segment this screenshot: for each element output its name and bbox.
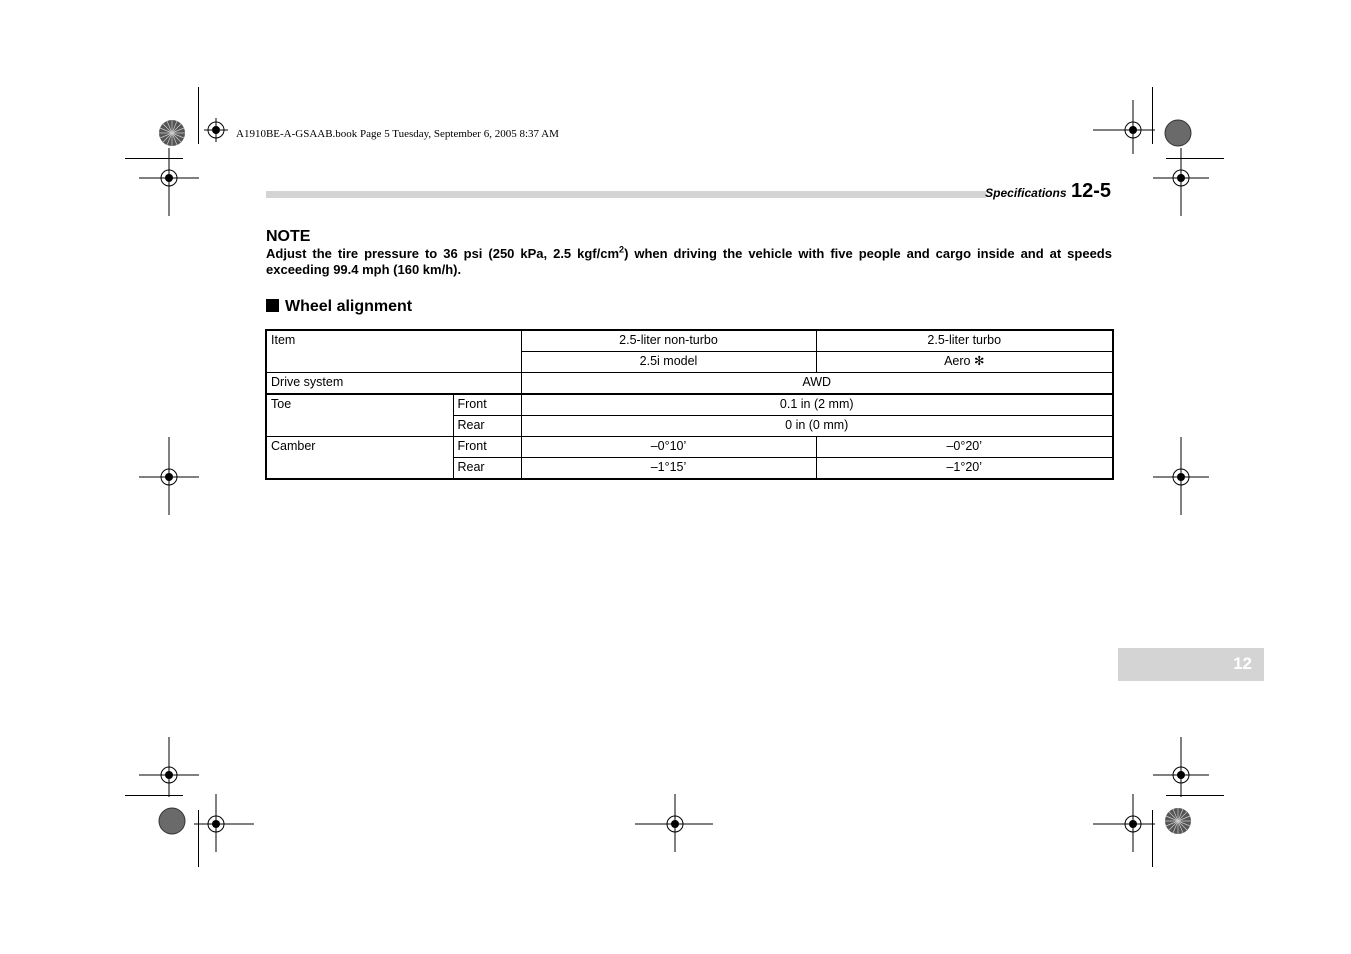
table-cell: Front	[453, 437, 521, 458]
table-cell: –1°20’	[816, 458, 1113, 480]
registration-mark-icon	[157, 465, 181, 489]
table-cell: –1°15’	[521, 458, 816, 480]
star-target-icon	[158, 119, 186, 147]
table-cell: Camber	[266, 437, 453, 480]
note-superscript: 2	[619, 244, 625, 255]
note-body	[266, 246, 1112, 278]
registration-mark-icon	[663, 812, 687, 836]
running-header	[985, 180, 1111, 203]
registration-mark-icon	[1169, 763, 1193, 787]
table-row	[266, 437, 1113, 458]
section-heading-text: Wheel alignment	[285, 298, 413, 315]
print-info: A1910BE-A-GSAAB.book Page 5 Tuesday, September 6, 2005 8:37 AM	[236, 128, 559, 140]
star-target-icon	[1164, 807, 1192, 835]
table-row	[266, 373, 1113, 395]
header-bar	[266, 191, 986, 198]
registration-mark-icon	[204, 118, 228, 142]
chapter-tab	[1118, 648, 1264, 681]
table-row	[266, 394, 1113, 416]
registration-mark-icon	[1121, 812, 1145, 836]
table-cell: –0°10’	[521, 437, 816, 458]
note-text-before: Adjust the tire pressure to 36 psi (250 kPa, 2.5 kgf/cm	[266, 246, 620, 261]
wheel-alignment-table	[265, 329, 1114, 480]
registration-mark-icon	[1121, 118, 1145, 142]
registration-mark-icon	[157, 763, 181, 787]
square-bullet-icon	[266, 299, 279, 312]
page-number: 12-5	[1070, 180, 1111, 202]
table-cell: 2.5-liter turbo	[816, 330, 1113, 352]
table-cell: 2.5-liter non-turbo	[521, 330, 816, 352]
table-cell: AWD	[521, 373, 1113, 395]
table-cell: Rear	[453, 416, 521, 437]
table-cell: –0°20’	[816, 437, 1113, 458]
registration-mark-icon	[157, 166, 181, 190]
registration-mark-icon	[1169, 465, 1193, 489]
chapter-number: 12	[1233, 654, 1252, 673]
table-row	[266, 330, 1113, 352]
table-cell: Item	[266, 330, 521, 373]
note-title: NOTE	[266, 228, 311, 245]
table-cell: Front	[453, 394, 521, 416]
table-cell: Drive system	[266, 373, 521, 395]
table-cell: 0 in (0 mm)	[521, 416, 1113, 437]
gray-patch-icon	[1164, 119, 1192, 147]
table-cell: Aero ✻	[816, 352, 1113, 373]
section-heading	[266, 298, 412, 316]
section-name: Specifications	[985, 186, 1067, 200]
gray-patch-icon	[158, 807, 186, 835]
table-cell: 0.1 in (2 mm)	[521, 394, 1113, 416]
table-cell: 2.5i model	[521, 352, 816, 373]
registration-mark-icon	[1169, 166, 1193, 190]
note-text-after: ) when driving the vehicle with five people and cargo inside and at speeds exceeding 99.4 mph (160 km/h).	[266, 246, 1112, 277]
table-cell: Rear	[453, 458, 521, 480]
table-cell: Toe	[266, 394, 453, 437]
registration-mark-icon	[204, 812, 228, 836]
